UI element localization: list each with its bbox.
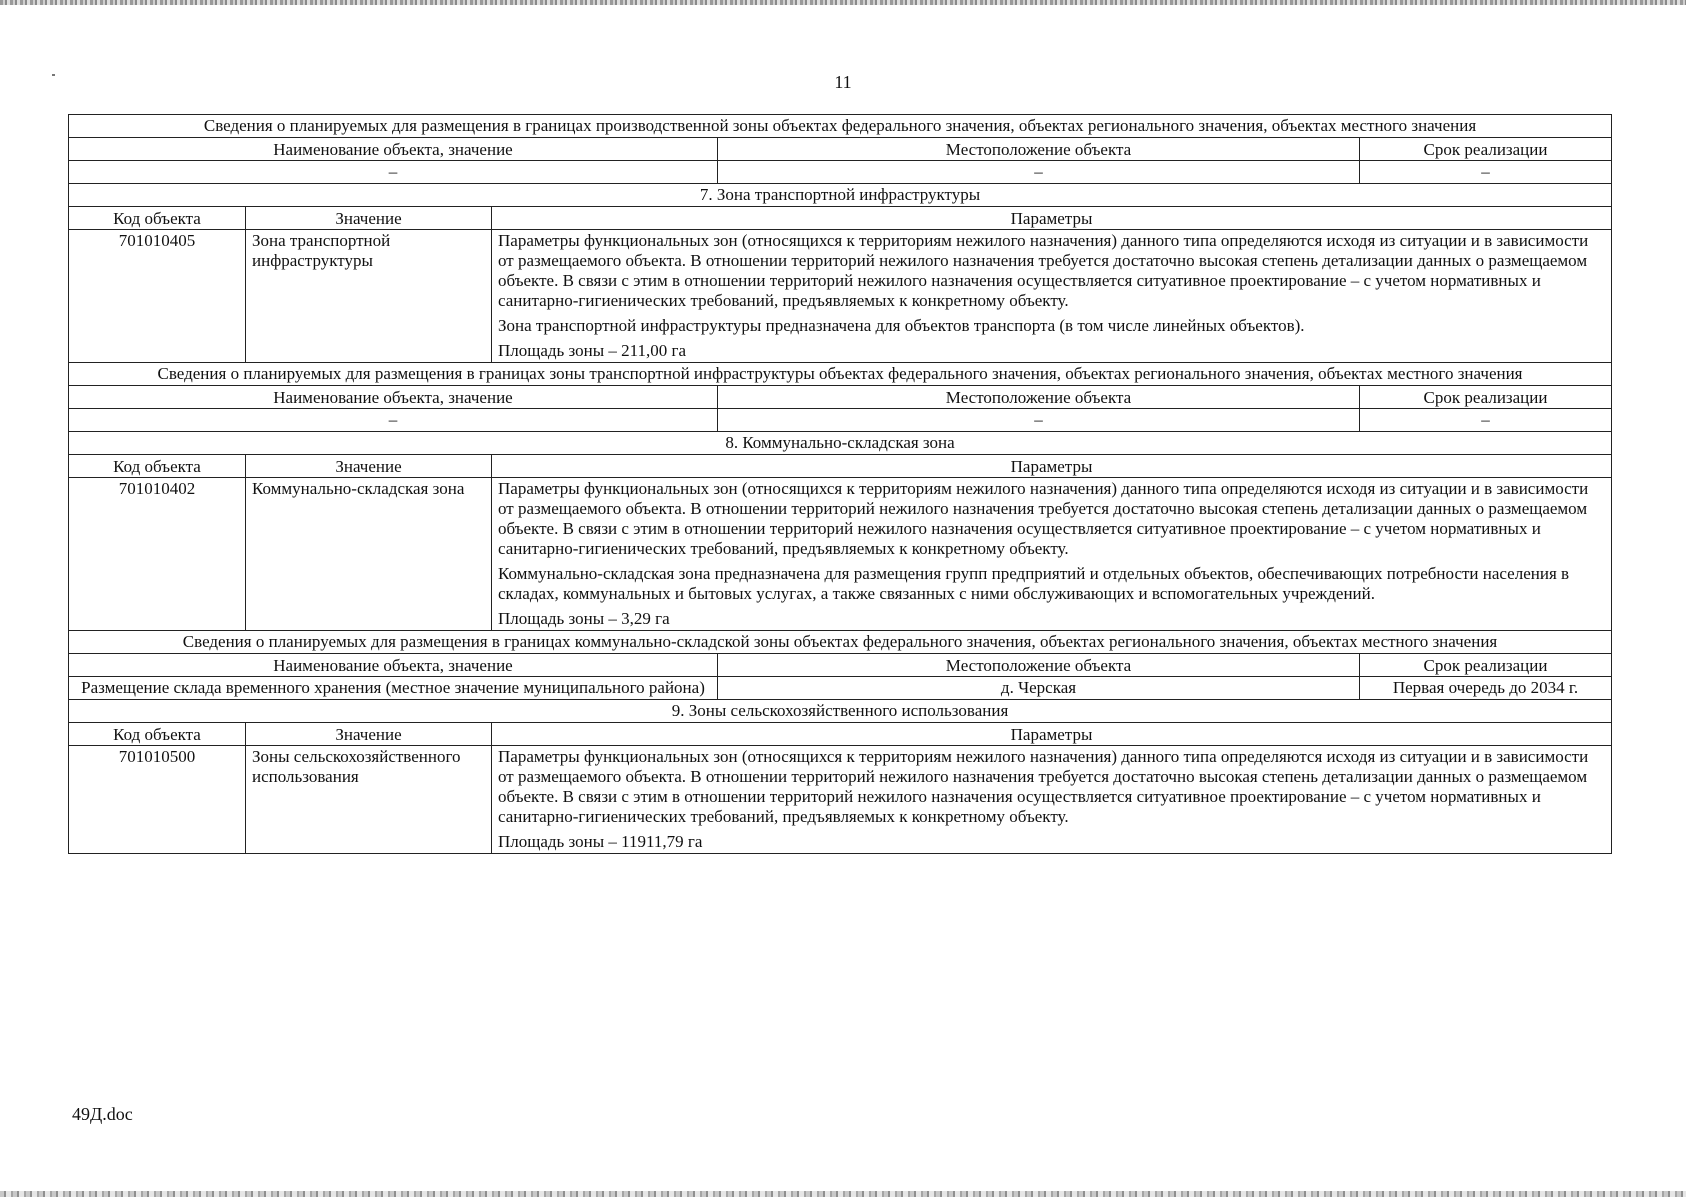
col-header-term: Срок реализации	[1360, 654, 1612, 677]
zone-code: 701010500	[69, 746, 246, 854]
info-header-row	[69, 138, 1612, 161]
zone-params	[492, 746, 1612, 854]
col-header-value: Значение	[246, 723, 492, 746]
info-data-row	[69, 161, 1612, 184]
object-location: д. Черская	[718, 677, 1360, 700]
object-term: Первая очередь до 2034 г.	[1360, 677, 1612, 700]
zone-header-row	[69, 207, 1612, 230]
info-data-row	[69, 409, 1612, 432]
col-header-code: Код объекта	[69, 207, 246, 230]
zone-header-row	[69, 455, 1612, 478]
col-header-term: Срок реализации	[1360, 386, 1612, 409]
production-info-title: Сведения о планируемых для размещения в границах производственной зоны объектах федерального значения, объектах регионального значения, объектах местного значения	[69, 115, 1612, 138]
col-header-term: Срок реализации	[1360, 138, 1612, 161]
object-location: –	[718, 161, 1360, 184]
params-paragraph: Параметры функциональных зон (относящихся к территориям нежилого назначения) данного типа определяются исходя из ситуации и в зависимости от размещаемого объекта. В отношении территорий нежилого назначения требуется достаточно высокая степень детализации данных о размещаемом объекте. В связи с этим в отношении территорий нежилого назначения осуществляется ситуативное проектирование – с учетом нормативных и санитарно-гигиенических требований, предъявляемых к конкретному объекту.	[498, 747, 1589, 826]
section-title-row	[69, 700, 1612, 723]
col-header-name: Наименование объекта, значение	[69, 386, 718, 409]
footer-filename: 49Д.doc	[72, 1104, 133, 1124]
info-title-row	[69, 631, 1612, 654]
object-location: –	[718, 409, 1360, 432]
col-header-code: Код объекта	[69, 455, 246, 478]
info-data-row	[69, 677, 1612, 700]
zone-area: Площадь зоны – 3,29 га	[498, 609, 670, 628]
col-header-location: Местоположение объекта	[718, 654, 1360, 677]
zone-row	[69, 230, 1612, 363]
section-title: 8. Коммунально-складская зона	[69, 432, 1612, 455]
col-header-value: Значение	[246, 207, 492, 230]
zone-code: 701010402	[69, 478, 246, 631]
params-paragraph: Параметры функциональных зон (относящихся к территориям нежилого назначения) данного типа определяются исходя из ситуации и в зависимости от размещаемого объекта. В отношении территорий нежилого назначения требуется достаточно высокая степень детализации данных о размещаемом объекте. В связи с этим в отношении территорий нежилого назначения осуществляется ситуативное проектирование – с учетом нормативных и санитарно-гигиенических требований, предъявляемых к конкретному объекту.	[498, 479, 1589, 558]
zone-value: Зона транспортной инфраструктуры	[246, 230, 492, 363]
col-header-params: Параметры	[492, 455, 1612, 478]
params-paragraph: Параметры функциональных зон (относящихся к территориям нежилого назначения) данного типа определяются исходя из ситуации и в зависимости от размещаемого объекта. В отношении территорий нежилого назначения требуется достаточно высокая степень детализации данных о размещаемом объекте. В связи с этим в отношении территорий нежилого назначения осуществляется ситуативное проектирование – с учетом нормативных и санитарно-гигиенических требований, предъявляемых к конкретному объекту.	[498, 231, 1589, 310]
zone-area: Площадь зоны – 211,00 га	[498, 341, 687, 360]
section-title-row	[69, 184, 1612, 207]
zone-row	[69, 746, 1612, 854]
info-title-row	[69, 363, 1612, 386]
zone-info-title: Сведения о планируемых для размещения в границах коммунально-складской зоны объектах федерального значения, объектах регионального значения, объектах местного значения	[69, 631, 1612, 654]
col-header-location: Местоположение объекта	[718, 138, 1360, 161]
col-header-code: Код объекта	[69, 723, 246, 746]
scan-edge-top	[0, 0, 1686, 5]
object-term: –	[1360, 409, 1612, 432]
zone-code: 701010405	[69, 230, 246, 363]
zone-params	[492, 478, 1612, 631]
object-name: Размещение склада временного хранения (местное значение муниципального района)	[69, 677, 718, 700]
params-purpose: Зона транспортной инфраструктуры предназначена для объектов транспорта (в том числе линейных объектов).	[498, 316, 1305, 335]
info-title-row	[69, 115, 1612, 138]
col-header-params: Параметры	[492, 723, 1612, 746]
page-number: 11	[834, 72, 852, 92]
col-header-name: Наименование объекта, значение	[69, 138, 718, 161]
params-purpose: Коммунально-складская зона предназначена для размещения групп предприятий и отдельных объектов, обеспечивающих потребности населения в складах, коммунальных и бытовых услугах, а также связанных с ними обслуживающих и вспомогательных учреждений.	[498, 564, 1570, 603]
zone-info-title: Сведения о планируемых для размещения в границах зоны транспортной инфраструктуры объектах федерального значения, объектах регионального значения, объектах местного значения	[69, 363, 1612, 386]
zone-params	[492, 230, 1612, 363]
section-title: 9. Зоны сельскохозяйственного использования	[69, 700, 1612, 723]
col-header-params: Параметры	[492, 207, 1612, 230]
col-header-value: Значение	[246, 455, 492, 478]
col-header-name: Наименование объекта, значение	[69, 654, 718, 677]
zone-value: Коммунально-складская зона	[246, 478, 492, 631]
section-title-row	[69, 432, 1612, 455]
object-name: –	[69, 409, 718, 432]
section-title: 7. Зона транспортной инфраструктуры	[69, 184, 1612, 207]
object-term: –	[1360, 161, 1612, 184]
zone-row	[69, 478, 1612, 631]
object-name: –	[69, 161, 718, 184]
col-header-location: Местоположение объекта	[718, 386, 1360, 409]
info-header-row	[69, 386, 1612, 409]
zone-area: Площадь зоны – 11911,79 га	[498, 832, 703, 851]
zones-table	[68, 114, 1612, 854]
info-header-row	[69, 654, 1612, 677]
scan-edge-bottom	[0, 1191, 1686, 1197]
zone-header-row	[69, 723, 1612, 746]
zone-value: Зоны сельскохозяйственного использования	[246, 746, 492, 854]
